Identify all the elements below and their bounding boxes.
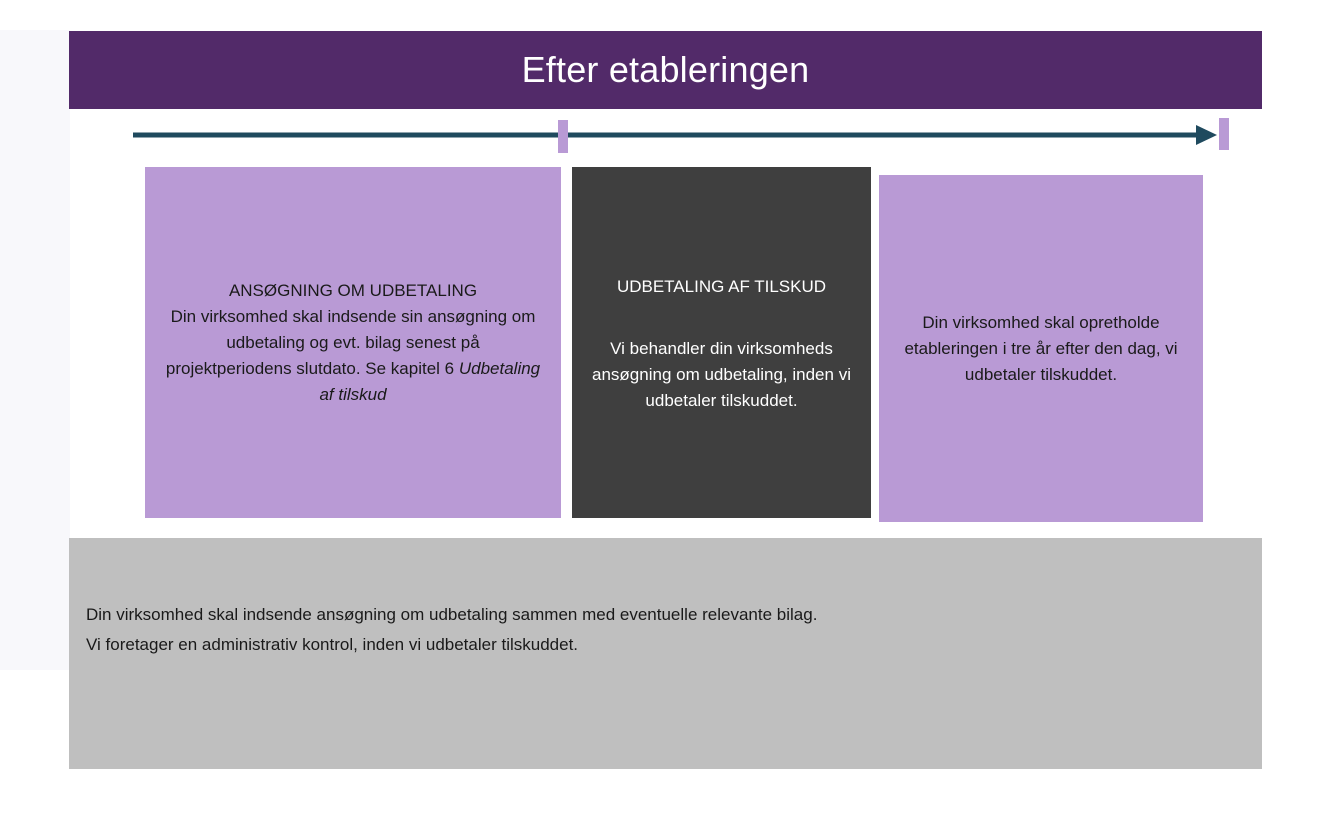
timeline-marker-end: [1219, 118, 1229, 150]
step-application-text: Din virksomhed skal indsende sin ansøgning om udbetaling og evt. bilag senest på projektperiodens slutdato. Se kapitel 6: [165, 306, 536, 378]
step-payment-body: Vi behandler din virksomheds ansøgning om udbetaling, inden vi udbetaler tilskuddet.: [592, 338, 851, 410]
step-application-body: [163, 304, 543, 408]
step-payment-box: [572, 167, 871, 518]
timeline-arrowhead: [1196, 125, 1217, 145]
step-application-chapter-ref: Udbetaling af tilskud: [319, 358, 541, 404]
summary-panel: [69, 538, 1262, 769]
step-maintain-box: [879, 175, 1203, 522]
step-maintain-body: Din virksomhed skal opretholde etableringen i tre år efter den dag, vi udbetaler tilskuddet.: [904, 312, 1178, 384]
step-application-box: [145, 167, 561, 518]
summary-line-2: Vi foretager en administrativ kontrol, inden vi udbetaler tilskuddet.: [86, 635, 579, 654]
header-title: Efter etableringen: [521, 49, 810, 90]
timeline-marker-middle: [558, 120, 568, 153]
step-application-title: ANSØGNING OM UDBETALING: [228, 280, 478, 300]
header-banner: [69, 31, 1262, 109]
summary-line-1: Din virksomhed skal indsende ansøgning om udbetaling sammen med eventuelle relevante bilag.: [86, 605, 818, 624]
step-payment-title: UDBETALING AF TILSKUD: [616, 276, 827, 296]
left-margin-tint: [0, 30, 70, 670]
